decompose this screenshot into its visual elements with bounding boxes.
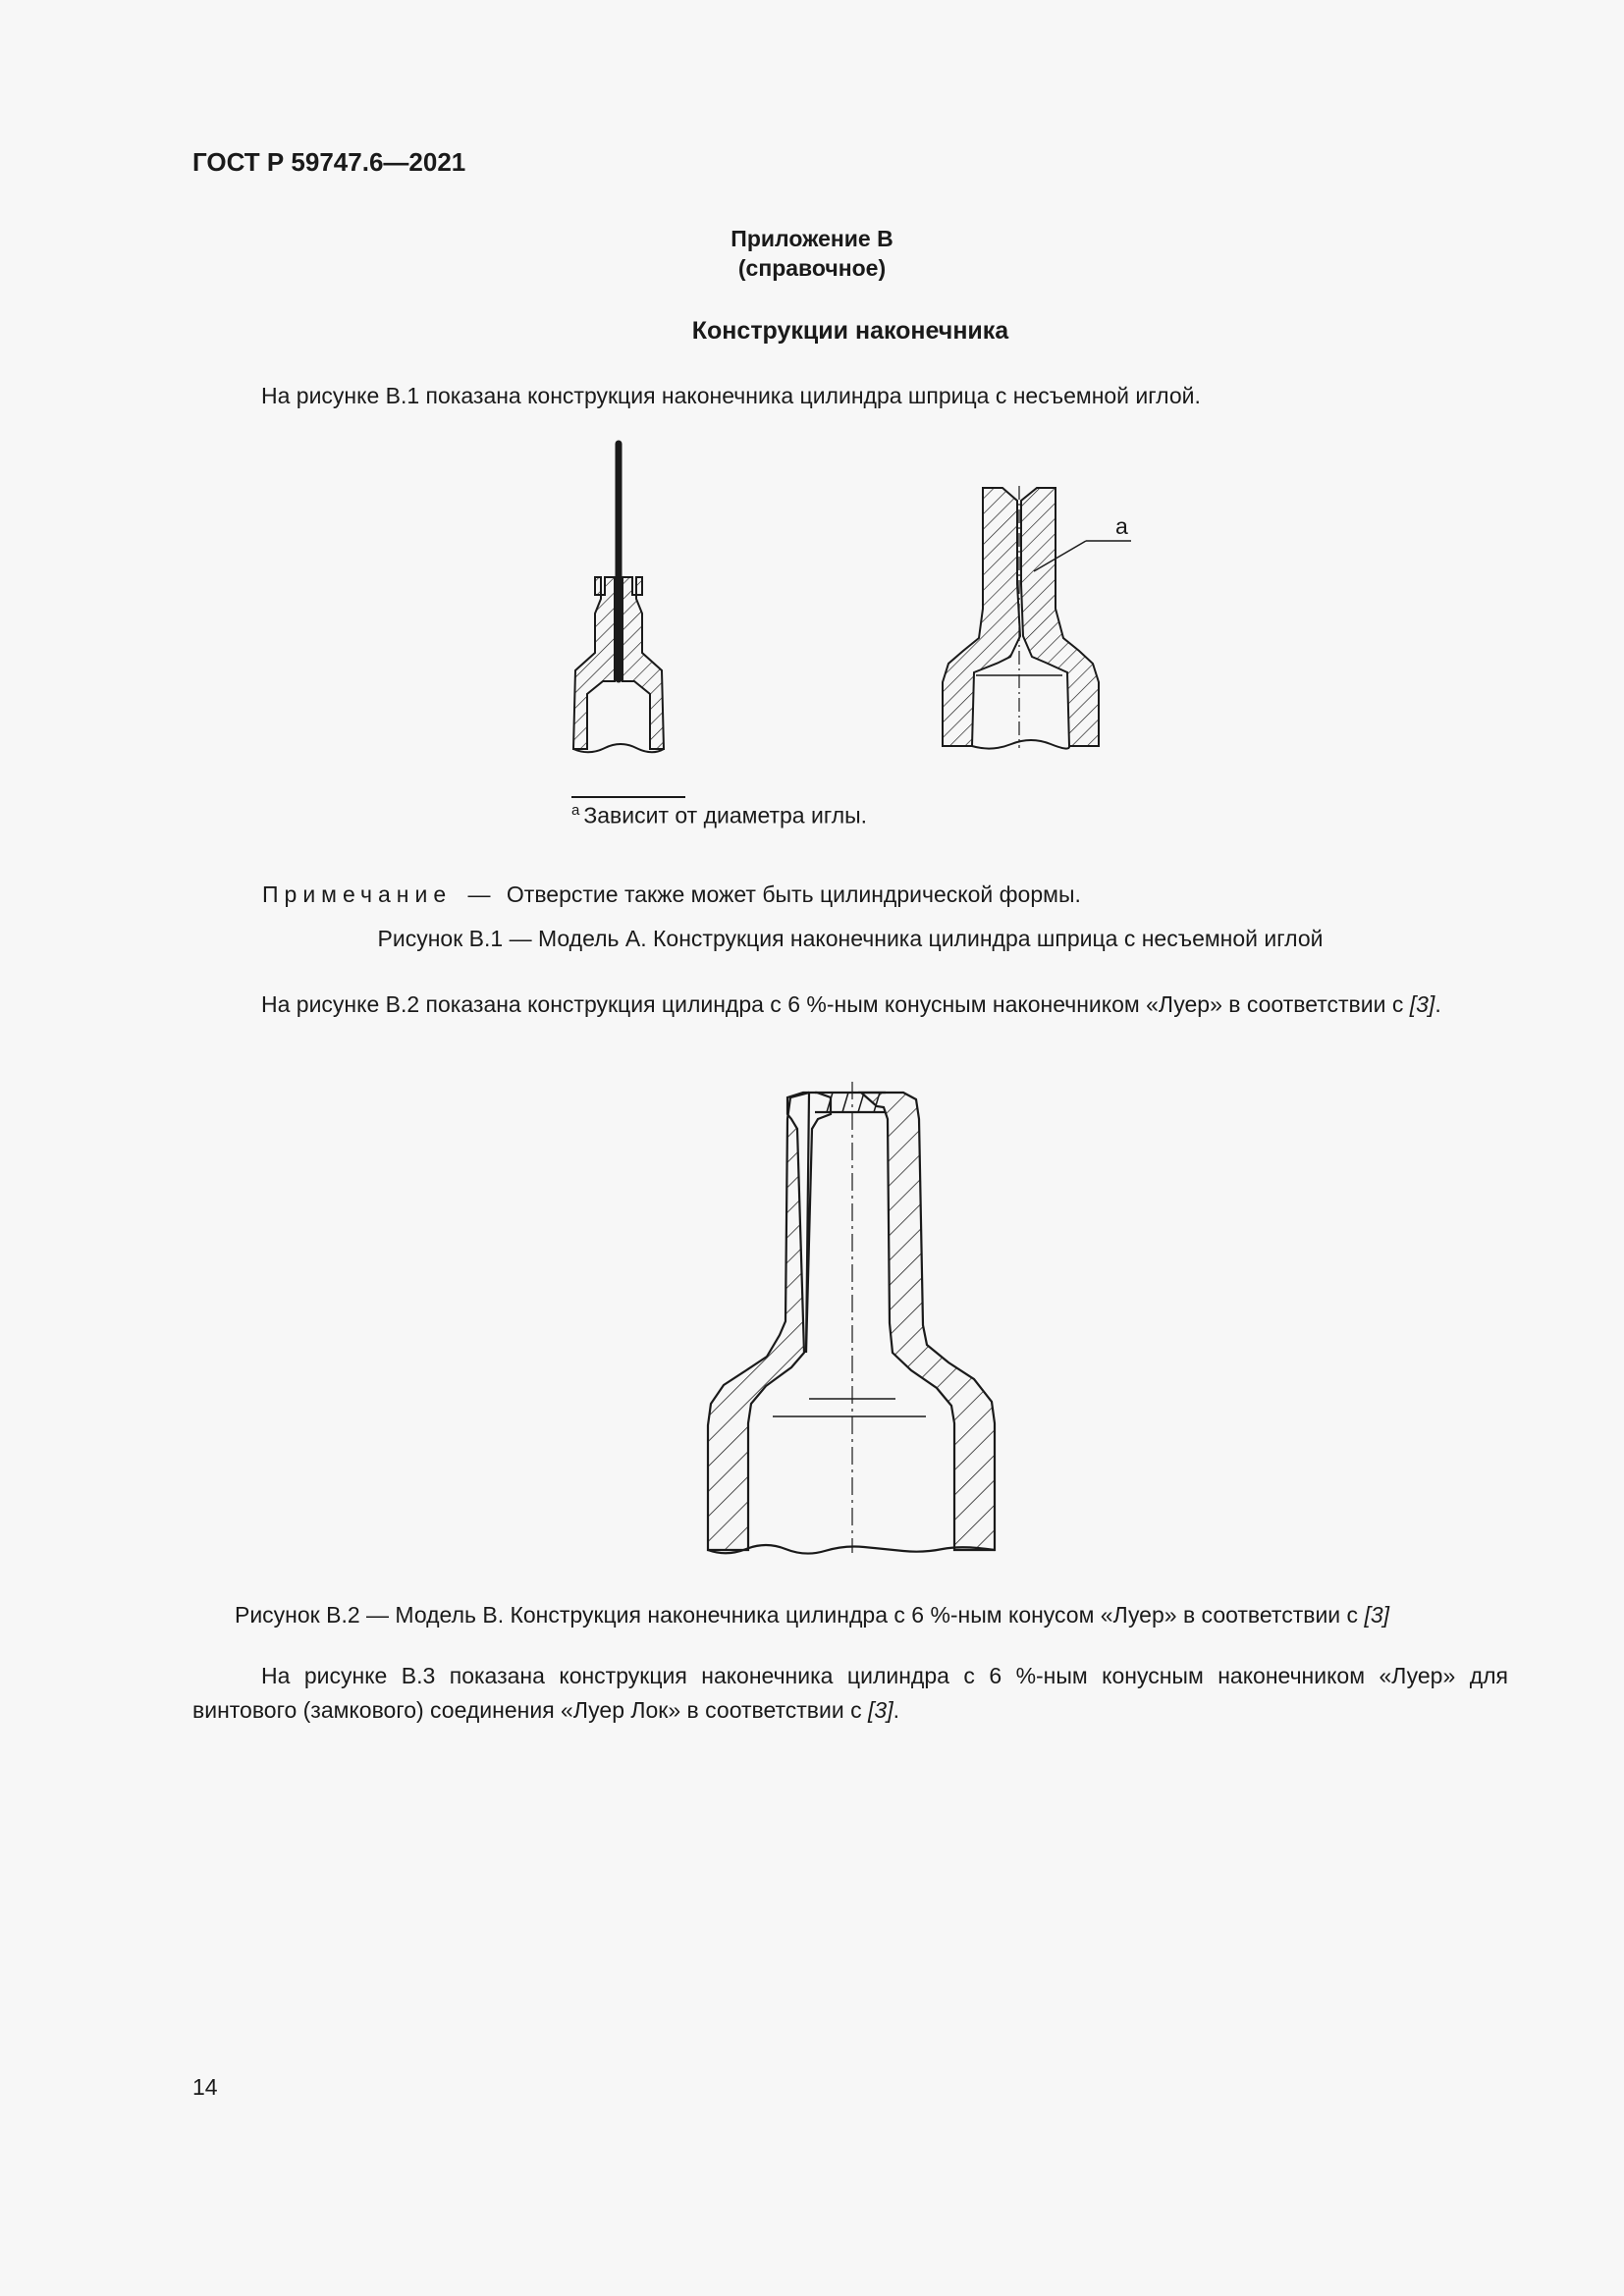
section-title: Конструкции наконечника [691,317,1009,345]
footnote-text: Зависит от диаметра иглы. [583,802,868,828]
reference-3: [3] [1409,991,1435,1017]
paragraph-figure-2-intro: На рисунке В.2 показана конструкция цилиндра с 6 %-ным конусным наконечником «Луер» в соответствии с [3]. [261,991,1441,1017]
paragraph-figure-1-intro: На рисунке В.1 показана конструкция наконечника цилиндра шприца с несъемной иглой. [261,383,1201,408]
annex-type: (справочное) [737,255,887,281]
footnote-marker: a [571,802,580,819]
paragraph-figure-3-intro: На рисунке В.3 показана конструкция наконечника цилиндра с 6 %-ным конусным наконечником «Луер» для винтового (замкового) соединения «Луер Лок» в соответствии с [3]. [192,1663,1508,1723]
annex-title: Приложение В [731,226,893,251]
reference-3-caption: [3] [1364,1602,1390,1628]
note-text: Отверстие также может быть цилиндрической формы. [506,881,1081,907]
page-number: 14 [192,2074,218,2100]
note-label: Примечание [262,881,453,907]
standard-number: ГОСТ Р 59747.6—2021 [192,147,466,177]
reference-3-p3: [3] [868,1697,893,1723]
figure-1-caption: Рисунок В.1 — Модель А. Конструкция наконечника цилиндра шприца с несъемной иглой [377,926,1324,951]
callout-label-a: a [1115,513,1128,539]
note-dash: — [467,881,491,907]
figure-2-caption: Рисунок В.2 — Модель В. Конструкция наконечника цилиндра с 6 %-ным конусом «Луер» в соответствии с [3] [234,1602,1390,1628]
